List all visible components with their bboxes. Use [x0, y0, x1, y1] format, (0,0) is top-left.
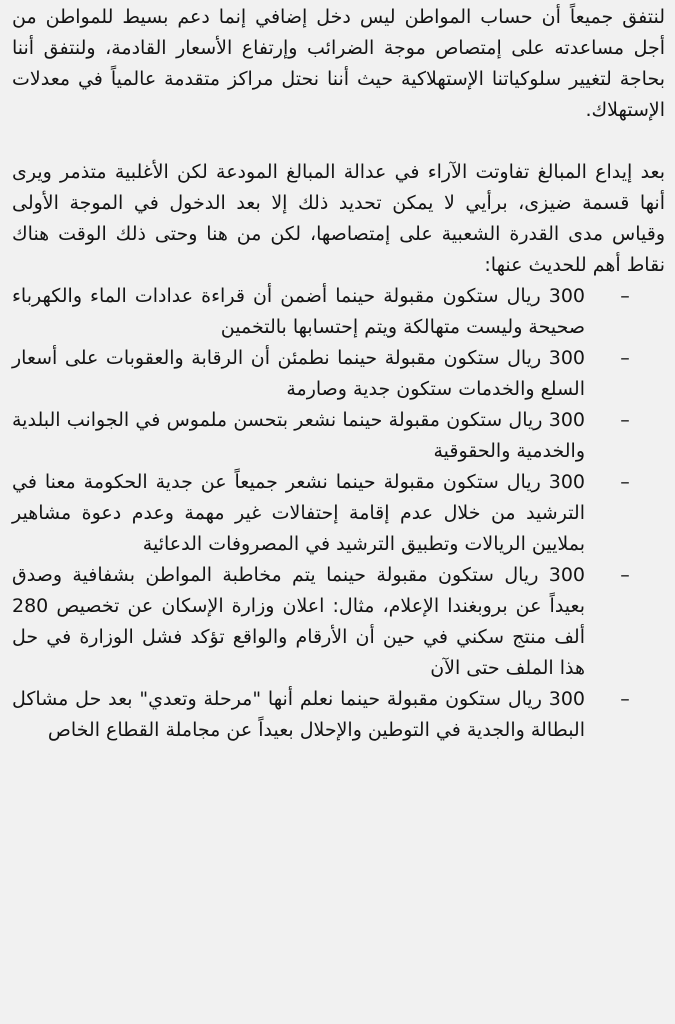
dash-bullet-icon: –: [620, 564, 630, 586]
list-item: [12, 343, 665, 405]
list-item: [12, 467, 665, 560]
list-item: [12, 560, 665, 684]
list-item: [12, 281, 665, 343]
point-text: 300 ريال ستكون مقبولة حينما نشعر جميعاً عن جدية الحكومة معنا في الترشيد من خلال عدم إقامة إحتفالات غير مهمة وعدم دعوة مشاهير بملايين الريالات وتطبيق الترشيد في المصروفات الدعائية: [12, 471, 585, 555]
intro-paragraph: لنتفق جميعاً أن حساب المواطن ليس دخل إضافي إنما دعم بسيط للمواطن من أجل مساعدته على إمتصاص موجة الضرائب وإرتفاع الأسعار القادمة، ولنتفق أننا بحاجة لتغيير سلوكياتنا الإستهلاكية حيث أننا نحتل مراكز متقدمة عالمياً في معدلات الإستهلاك.: [12, 6, 665, 121]
dash-bullet-icon: –: [620, 347, 630, 369]
dash-bullet-icon: –: [620, 471, 630, 493]
point-text: 300 ريال ستكون مقبولة حينما أضمن أن قراءة عدادات الماء والكهرباء صحيحة وليست متهالكة ويتم إحتسابها بالتخمين: [12, 285, 585, 338]
dash-bullet-icon: –: [620, 688, 630, 710]
point-text: 300 ريال ستكون مقبولة حينما نشعر بتحسن ملموس في الجوانب البلدية والخدمية والحقوقية: [12, 409, 585, 462]
points-list: [12, 281, 665, 746]
point-text: 300 ريال ستكون مقبولة حينما نطمئن أن الرقابة والعقوبات على أسعار السلع والخدمات ستكون جدية وصارمة: [12, 347, 585, 400]
list-item: [12, 405, 665, 467]
paragraph-spacer: [12, 126, 665, 157]
point-text: 300 ريال ستكون مقبولة حينما نعلم أنها "مرحلة وتعدي" بعد حل مشاكل البطالة والجدية في التوطين والإحلال بعيداً عن مجاملة القطاع الخاص: [12, 688, 585, 741]
body-paragraph: بعد إيداع المبالغ تفاوتت الآراء في عدالة المبالغ المودعة لكن الأغلبية متذمر ويرى أنها قسمة ضيزى، برأيي لا يمكن تحديد ذلك إلا بعد الدخول في الموجة الأولى وقياس مدى القدرة الشعبية على إمتصاصها، لكن من هنا وحتى ذلك الوقت هناك نقاط أهم للحديث عنها:: [12, 161, 665, 276]
list-item: [12, 684, 665, 746]
dash-bullet-icon: –: [620, 285, 630, 307]
dash-bullet-icon: –: [620, 409, 630, 431]
point-text: 300 ريال ستكون مقبولة حينما يتم مخاطبة المواطن بشفافية وصدق بعيداً عن بروبغندا الإعلام، مثال: اعلان وزارة الإسكان عن تخصيص 280 ألف منتج سكني في حين أن الأرقام والواقع تؤكد فشل الوزارة في حل هذا الملف حتى الآن: [12, 564, 585, 679]
